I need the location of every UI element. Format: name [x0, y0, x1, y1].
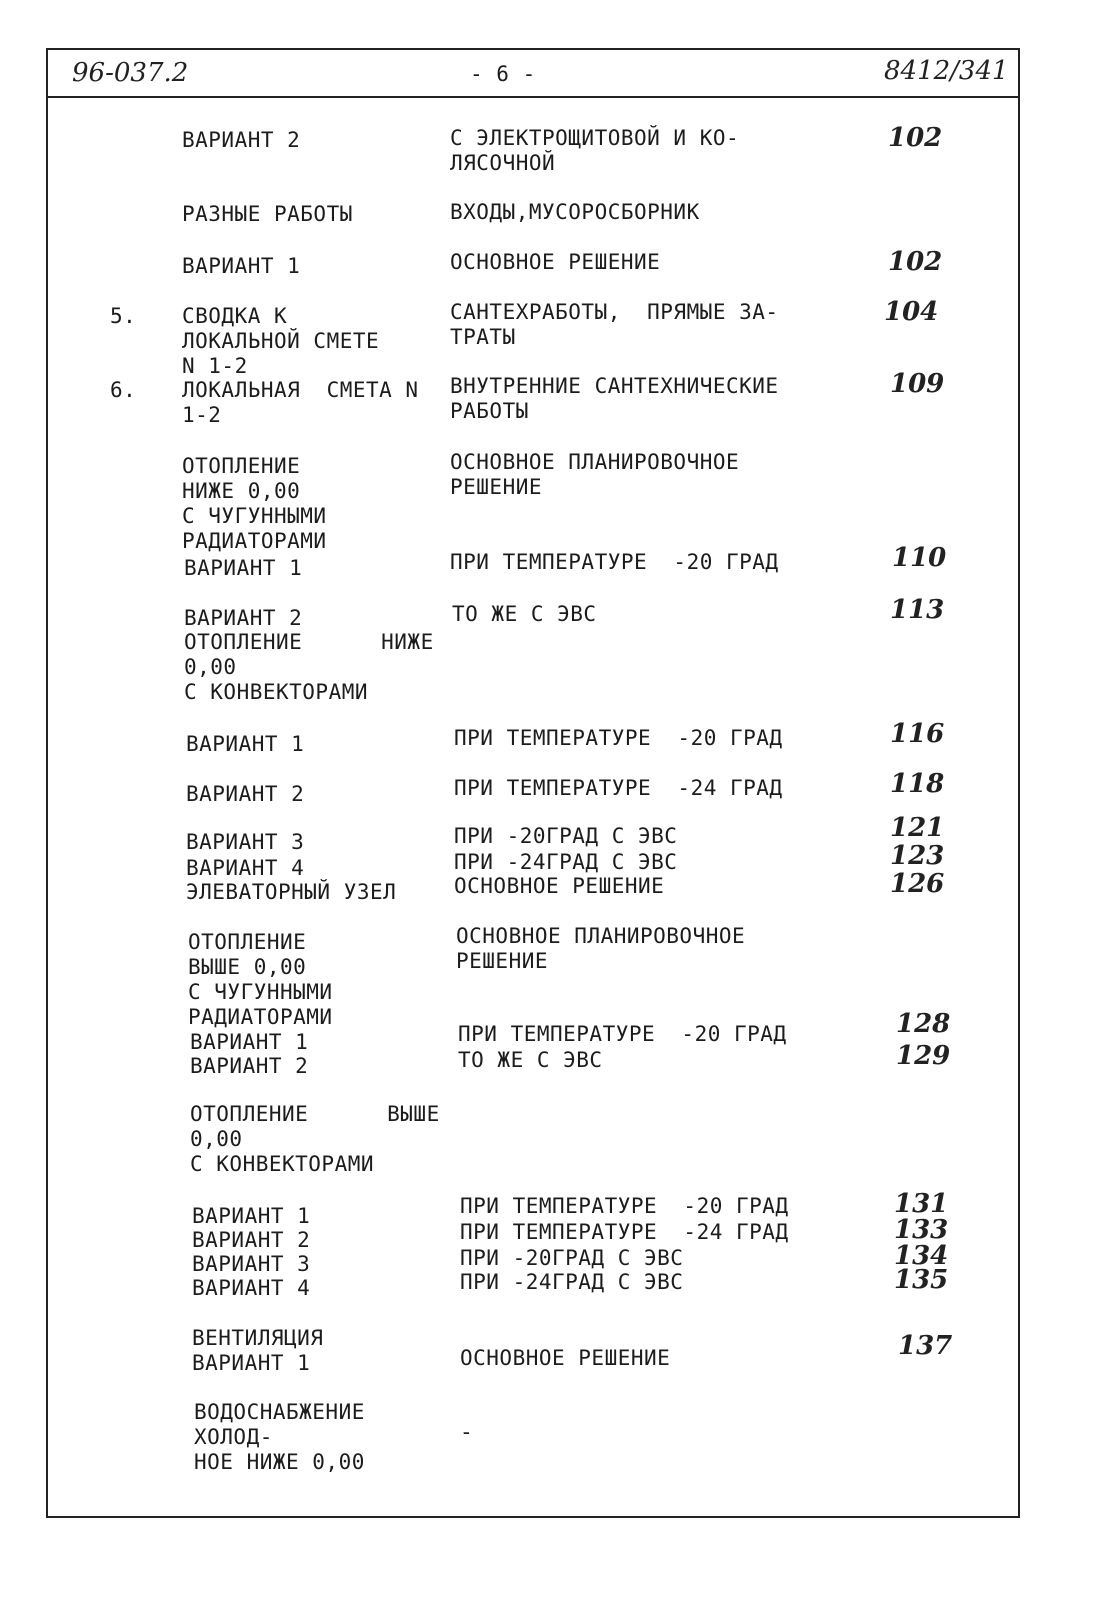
entry-name: ОТОПЛЕНИЕ ВЫШЕ 0,00 С ЧУГУННЫМИ РАДИАТОРАМИ — [188, 930, 333, 1029]
archive-code: 8412/341 — [884, 56, 1009, 86]
entry-name: ВАРИАНТ 2 — [182, 128, 301, 152]
entry-name: ВАРИАНТ 3 — [186, 830, 305, 854]
entry-desc: ТО ЖЕ С ЭВС — [452, 602, 597, 626]
entry-name: ВОДОСНАБЖЕНИЕ ХОЛОД- НОЕ НИЖЕ 0,00 — [194, 1400, 365, 1474]
entry-page: 116 — [890, 719, 945, 749]
entry-desc: ПРИ ТЕМПЕРАТУРЕ -20 ГРАД — [454, 726, 783, 750]
entry-page: 133 — [894, 1215, 949, 1245]
entry-name: ВАРИАНТ 1 — [192, 1204, 311, 1228]
entry-name: ОТОПЛЕНИЕ ВЫШЕ 0,00 С КОНВЕКТОРАМИ — [190, 1102, 440, 1176]
entry-name: ВАРИАНТ 4 — [186, 856, 305, 880]
entry-page: 129 — [896, 1041, 951, 1071]
entry-desc: ВНУТРЕННИЕ САНТЕХНИЧЕСКИЕ РАБОТЫ — [450, 374, 779, 423]
entry-name: ВАРИАНТ 3 — [192, 1252, 311, 1276]
entry-desc: ТО ЖЕ С ЭВС — [458, 1048, 603, 1072]
entry-desc: ПРИ -24ГРАД С ЭВС — [460, 1270, 684, 1294]
entry-page: 102 — [888, 123, 943, 153]
entry-index: 6. — [110, 378, 137, 402]
header-rule — [46, 96, 1020, 98]
entry-name: ЛОКАЛЬНАЯ СМЕТА N 1-2 — [182, 378, 419, 427]
doc-code: 96-037.2 — [72, 58, 189, 88]
entry-page: 128 — [896, 1009, 951, 1039]
entry-name: ОТОПЛЕНИЕ НИЖЕ 0,00 С ЧУГУННЫМИ РАДИАТОРАМИ — [182, 454, 327, 553]
entry-name: ВАРИАНТ 2 — [190, 1054, 309, 1078]
entry-name: ВАРИАНТ 1 — [182, 254, 301, 278]
entry-desc: ВХОДЫ,МУСОРОСБОРНИК — [450, 200, 700, 224]
entry-page: 135 — [894, 1265, 949, 1295]
entry-desc: - — [460, 1420, 474, 1444]
entry-desc: ОСНОВНОЕ ПЛАНИРОВОЧНОЕ РЕШЕНИЕ — [456, 924, 746, 973]
entry-page: 123 — [890, 841, 945, 871]
entry-desc: ПРИ -24ГРАД С ЭВС — [454, 850, 678, 874]
entry-desc: ПРИ ТЕМПЕРАТУРЕ -20 ГРАД — [458, 1022, 787, 1046]
entry-name: ВАРИАНТ 1 — [184, 556, 303, 580]
entry-page: 113 — [890, 595, 945, 625]
entry-desc: ОСНОВНОЕ РЕШЕНИЕ — [454, 874, 665, 898]
entry-desc: ОСНОВНОЕ РЕШЕНИЕ — [450, 250, 661, 274]
entry-page: 109 — [890, 369, 945, 399]
entry-name: ЭЛЕВАТОРНЫЙ УЗЕЛ — [186, 880, 397, 904]
entry-desc: ПРИ -20ГРАД С ЭВС — [460, 1246, 684, 1270]
entry-page: 134 — [894, 1241, 949, 1271]
entry-desc: ОСНОВНОЕ РЕШЕНИЕ — [460, 1346, 671, 1370]
entry-name: ВАРИАНТ 4 — [192, 1276, 311, 1300]
entry-name: СВОДКА К ЛОКАЛЬНОЙ СМЕТЕ N 1-2 — [182, 304, 380, 378]
entry-desc: ПРИ ТЕМПЕРАТУРЕ -24 ГРАД — [460, 1220, 789, 1244]
entry-page: 102 — [888, 247, 943, 277]
entry-page: 110 — [892, 543, 947, 573]
entry-desc: ОСНОВНОЕ ПЛАНИРОВОЧНОЕ РЕШЕНИЕ — [450, 450, 740, 499]
entry-name: ВЕНТИЛЯЦИЯ ВАРИАНТ 1 — [192, 1326, 324, 1375]
entry-desc: ПРИ -20ГРАД С ЭВС — [454, 824, 678, 848]
entry-desc: ПРИ ТЕМПЕРАТУРЕ -20 ГРАД — [450, 550, 779, 574]
entry-name: ВАРИАНТ 1 — [186, 732, 305, 756]
entry-name: ВАРИАНТ 2 — [192, 1228, 311, 1252]
entry-desc: ПРИ ТЕМПЕРАТУРЕ -24 ГРАД — [454, 776, 783, 800]
entry-name: РАЗНЫЕ РАБОТЫ — [182, 202, 353, 226]
entry-name: ВАРИАНТ 1 — [190, 1030, 309, 1054]
entry-page: 121 — [890, 813, 945, 843]
entry-name: ВАРИАНТ 2 — [186, 782, 305, 806]
entry-page: 104 — [884, 297, 939, 327]
entry-desc: ПРИ ТЕМПЕРАТУРЕ -20 ГРАД — [460, 1194, 789, 1218]
entry-page: 126 — [890, 869, 945, 899]
entry-name: ВАРИАНТ 2 — [184, 606, 303, 630]
entry-index: 5. — [110, 304, 137, 328]
entry-name: ОТОПЛЕНИЕ НИЖЕ 0,00 С КОНВЕКТОРАМИ — [184, 630, 434, 704]
entry-page: 118 — [890, 769, 945, 799]
entry-desc: САНТЕХРАБОТЫ, ПРЯМЫЕ ЗА- ТРАТЫ — [450, 300, 779, 349]
page-number: - 6 - — [470, 62, 536, 86]
entry-page: 131 — [894, 1189, 949, 1219]
entry-desc: С ЭЛЕКТРОЩИТОВОЙ И КО- ЛЯСОЧНОЙ — [450, 126, 740, 175]
entry-page: 137 — [898, 1331, 953, 1361]
